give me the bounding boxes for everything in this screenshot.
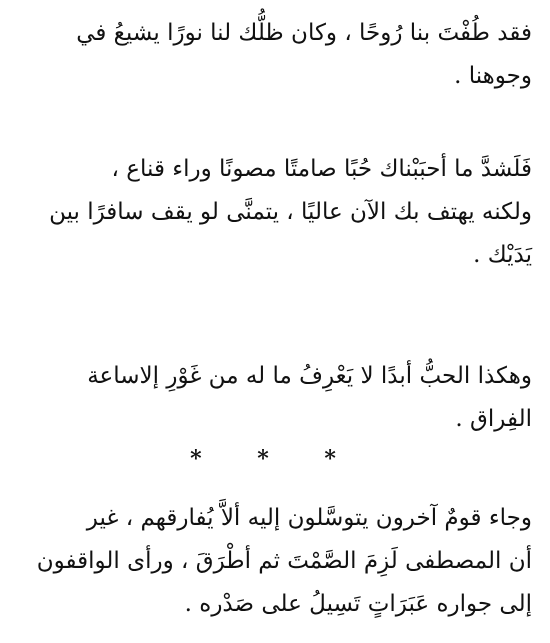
paragraph-2-line-3: يَدَيْك . — [473, 242, 532, 268]
paragraph-4-line-1: وجاء قومٌ آخرون يتوسَّلون إليه ألاَّ يُفارقهم ، غير — [86, 505, 532, 531]
paragraph-1-line-1: فقد طُفْتَ بنا رُوحًا ، وكان ظلُّك لنا نورًا يشيعُ في — [76, 20, 532, 46]
paragraph-4-line-2: أن المصطفى لَزِمَ الصَّمْتَ ثم أطْرَقَ ، ورأى الواقفون — [36, 548, 532, 574]
paragraph-1-line-2: وجوهنا . — [454, 63, 532, 89]
paragraph-2-line-2: ولكنه يهتف بك الآن عاليًا ، يتمنَّى لو يقف سافرًا بين — [49, 199, 532, 225]
paragraph-2-line-1: فَلَشدَّ ما أحبَبْناك حُبًا صامتًا مصونًا وراء قناع ، — [111, 156, 532, 182]
paragraph-1 — [14, 12, 532, 98]
section-separator: * * * — [190, 446, 360, 472]
paragraph-3 — [14, 355, 532, 441]
paragraph-3-line-2: الفِراق . — [455, 406, 532, 432]
paragraph-4-line-3: إلى جواره عَبَرَاتٍ تَسِيلُ على صَدْره . — [184, 591, 532, 617]
paragraph-4 — [14, 497, 532, 626]
paragraph-2 — [14, 148, 532, 277]
paragraph-3-line-1: وهكذا الحبُّ أبدًا لا يَعْرِفُ ما له من غَوْرِ إلاساعة — [87, 363, 532, 389]
